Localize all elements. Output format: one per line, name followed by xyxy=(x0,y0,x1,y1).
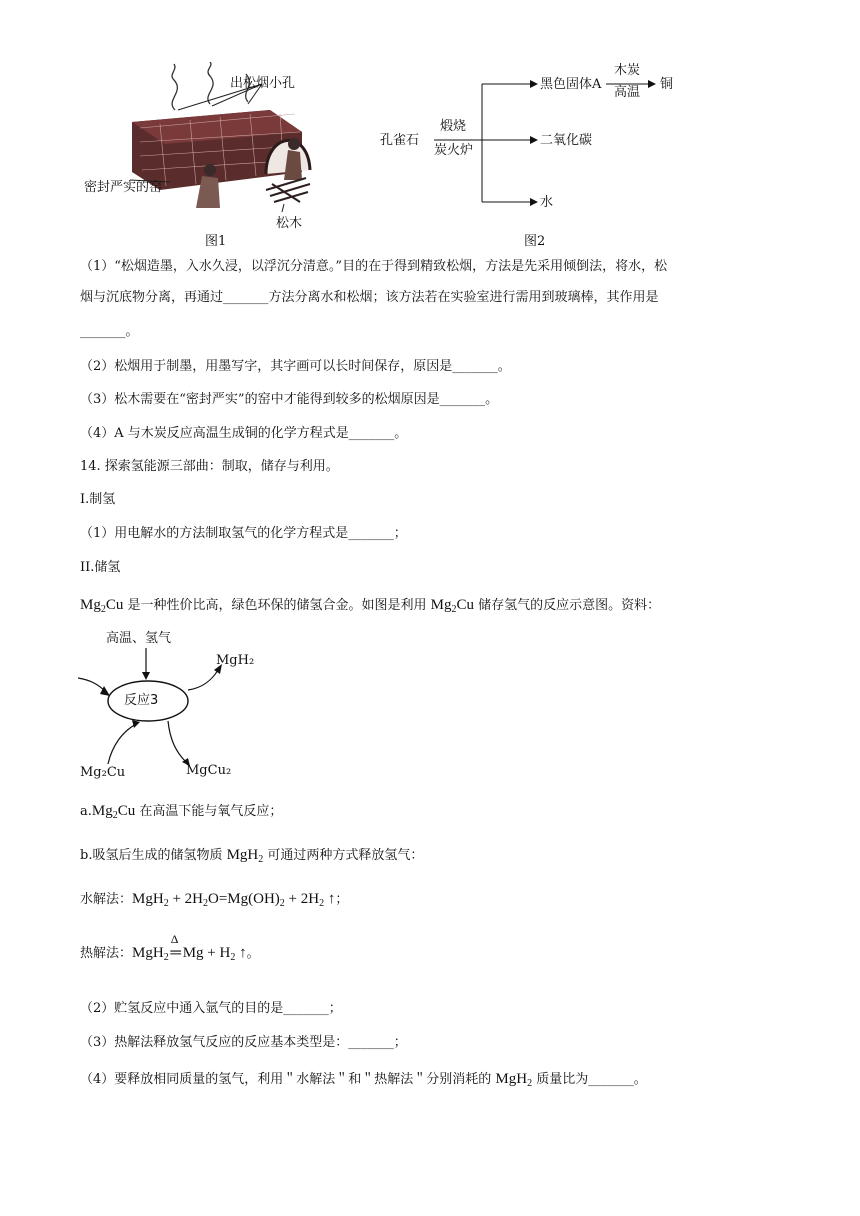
q14-question-2: （2）贮氢反应中通入氩气的目的是_______； xyxy=(80,1001,342,1016)
formula-mg2cu-2: $Mg_2Cu$ xyxy=(430,597,474,615)
reaction-input-conditions: 高温、氢气 xyxy=(106,631,172,646)
heating-symbol: Δ xyxy=(170,932,179,946)
q14-storage-intro: $Mg_2Cu$ 是一种性价比高，绿色环保的储氢合金。如图是利用 $Mg_2Cu$ 储存氢气的反应示意图。资料： xyxy=(80,597,661,615)
label-sealed-kiln: 密封严实的窑 xyxy=(84,180,163,195)
q14-title: 14. 探索氢能源三部曲：制取，储存与利用。 xyxy=(80,459,339,474)
figure-1-caption: 图1 xyxy=(205,234,227,249)
flow-start-malachite: 孔雀石 xyxy=(380,133,420,148)
reaction-input-mg2cu: Mg₂Cu xyxy=(80,765,126,780)
formula-mg2cu-3: $Mg_2Cu$ xyxy=(91,803,136,821)
q13-part4: （4）A 与木炭反应高温生成铜的化学方程式是_______。 xyxy=(80,426,408,441)
equation-hydrolysis: $MgH_2 + 2H_2O=Mg(OH)_2 + 2H_2$ ↑ xyxy=(132,891,336,909)
reaction-center-label: 反应3 xyxy=(124,693,159,708)
q13-part1-line1: （1）“松烟造墨，入水久浸，以浮沉分清意。”目的在于得到精致松烟，方法是先采用倾倒法，将水，松 xyxy=(80,259,668,274)
q14-note-b: b.吸氢后生成的储氢物质 MgH$_2$ 可通过两种方式释放氢气： xyxy=(80,847,424,865)
q13-part3: （3）松木需要在“密封严实”的窑中才能得到较多的松烟原因是_______。 xyxy=(80,392,499,407)
formula-mgh2-2: MgH$_2$ xyxy=(495,1071,533,1089)
formula-mg2cu: $Mg_2Cu$ xyxy=(80,597,124,615)
q13-part2: （2）松烟用于制墨，用墨写字，其字画可以长时间保存，原因是_______。 xyxy=(80,359,511,374)
flow-product-co2: 二氧化碳 xyxy=(540,133,593,148)
figure-2-caption: 图2 xyxy=(524,234,546,249)
flow-condition-furnace: 炭火炉 xyxy=(434,143,474,158)
figure-2 xyxy=(380,63,700,252)
label-soot-holes: 出松烟小孔 xyxy=(230,76,296,91)
q13-part1-line3: _______。 xyxy=(80,324,139,339)
formula-mgh2: MgH$_2$ xyxy=(226,847,264,865)
figure-1 xyxy=(70,62,340,252)
reaction-3-diagram xyxy=(78,628,278,788)
q14-note-a: $a.Mg_2Cu$ 在高温下能与氧气反应； xyxy=(80,803,283,821)
q13-part1-line2: 烟与沉底物分离，再通过_______方法分离水和松烟；该方法若在实验室进行需用到玻璃棒，其作用是 xyxy=(80,290,659,305)
flow-reagent-high-temp: 高温 xyxy=(614,85,641,100)
q14-question-4: （4）要释放相同质量的氢气，利用＂水解法＂和＂热解法＂分别消耗的 MgH$_2$ 质量比为_______。 xyxy=(80,1071,647,1089)
reaction-output-mgh2: MgH₂ xyxy=(216,653,255,668)
label-pine-wood: 松木 xyxy=(276,216,303,231)
q14-water-method: 水解法：$MgH_2 + 2H_2O=Mg(OH)_2 + 2H_2$ ↑； xyxy=(80,891,349,909)
flow-product-water: 水 xyxy=(540,195,554,210)
q14-question-3: （3）热解法释放氢气反应的反应基本类型是：_______； xyxy=(80,1035,407,1050)
reaction-output-mgcu2: MgCu₂ xyxy=(186,763,232,778)
equation-pyrolysis: MgH$_2$ Δ ═ $Mg + H_2$ ↑ xyxy=(132,932,247,963)
flow-product-black-solid: 黑色固体A xyxy=(540,77,602,92)
q14-question-1: （1）用电解水的方法制取氢气的化学方程式是_______； xyxy=(80,526,407,541)
flow-condition-calcine: 煅烧 xyxy=(440,119,467,134)
flow-reagent-charcoal: 木炭 xyxy=(614,63,641,78)
q14-section-hydrogen-production: I.制氢 xyxy=(80,492,116,507)
flow-final-copper: 铜 xyxy=(660,77,674,92)
q14-heat-method: 热解法：MgH$_2$ Δ ═ $Mg + H_2$ ↑。 xyxy=(80,932,260,963)
q14-section-hydrogen-storage: II.储氢 xyxy=(80,560,121,575)
